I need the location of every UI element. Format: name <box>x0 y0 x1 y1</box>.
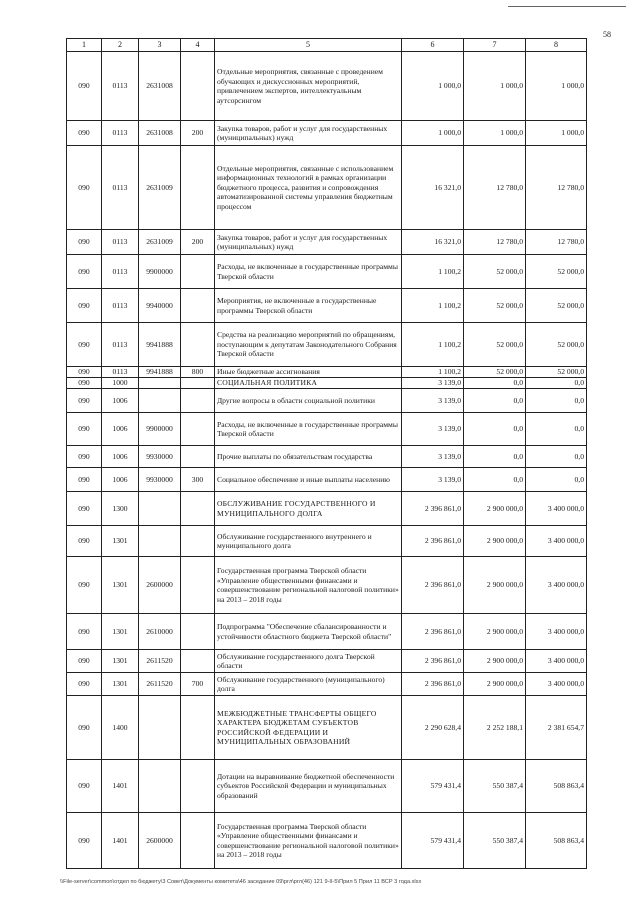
target-article-cell <box>139 378 181 389</box>
amount-year1-cell: 2 396 861,0 <box>402 526 464 557</box>
section-cell: 1300 <box>102 492 139 526</box>
amount-year3-cell: 0,0 <box>526 446 587 468</box>
code-cell: 090 <box>67 367 102 378</box>
amount-year1-cell: 2 396 861,0 <box>402 492 464 526</box>
code-cell: 090 <box>67 230 102 255</box>
amount-year1-cell: 1 000,0 <box>402 52 464 121</box>
amount-year1-cell: 1 100,2 <box>402 289 464 323</box>
code-cell: 090 <box>67 557 102 614</box>
table-row <box>67 492 587 526</box>
section-cell: 0113 <box>102 121 139 146</box>
code-cell: 090 <box>67 696 102 760</box>
amount-year2-cell: 0,0 <box>464 446 526 468</box>
section-cell: 1301 <box>102 650 139 673</box>
header-cell: 4 <box>181 39 215 52</box>
header-cell: 6 <box>402 39 464 52</box>
section-cell: 0113 <box>102 289 139 323</box>
expense-type-cell <box>181 446 215 468</box>
section-cell: 1401 <box>102 760 139 813</box>
target-article-cell <box>139 526 181 557</box>
header-cell: 7 <box>464 39 526 52</box>
description-cell: Государственная программа Тверской области «Управление общественными финансами и совершенствование региональной налоговой политики» на 2013 – 2018 годы <box>215 813 402 869</box>
expense-type-cell: 300 <box>181 468 215 492</box>
amount-year3-cell: 3 400 000,0 <box>526 673 587 696</box>
code-cell: 090 <box>67 323 102 367</box>
table-row <box>67 446 587 468</box>
amount-year1-cell: 2 396 861,0 <box>402 614 464 650</box>
amount-year1-cell: 1 100,2 <box>402 255 464 289</box>
amount-year1-cell: 16 321,0 <box>402 146 464 230</box>
amount-year3-cell: 0,0 <box>526 413 587 446</box>
target-article-cell: 2631009 <box>139 230 181 255</box>
amount-year3-cell: 0,0 <box>526 468 587 492</box>
amount-year2-cell: 2 900 000,0 <box>464 673 526 696</box>
target-article-cell: 2600000 <box>139 557 181 614</box>
target-article-cell: 2631009 <box>139 146 181 230</box>
amount-year2-cell: 1 000,0 <box>464 52 526 121</box>
target-article-cell: 9941888 <box>139 323 181 367</box>
header-cell: 8 <box>526 39 587 52</box>
description-cell: Обслуживание государственного долга Тверской области <box>215 650 402 673</box>
description-cell: Обслуживание государственного (муниципального) долга <box>215 673 402 696</box>
amount-year1-cell: 3 139,0 <box>402 468 464 492</box>
amount-year2-cell: 52 000,0 <box>464 323 526 367</box>
amount-year2-cell: 1 000,0 <box>464 121 526 146</box>
section-cell: 1000 <box>102 378 139 389</box>
amount-year2-cell: 2 252 188,1 <box>464 696 526 760</box>
amount-year3-cell: 3 400 000,0 <box>526 557 587 614</box>
amount-year1-cell: 2 290 628,4 <box>402 696 464 760</box>
code-cell: 090 <box>67 52 102 121</box>
description-cell: Дотации на выравнивание бюджетной обеспеченности субъектов Российской Федерации и муниципальных образований <box>215 760 402 813</box>
amount-year3-cell: 12 780,0 <box>526 230 587 255</box>
amount-year2-cell: 2 900 000,0 <box>464 526 526 557</box>
section-cell: 0113 <box>102 230 139 255</box>
amount-year1-cell: 2 396 861,0 <box>402 650 464 673</box>
amount-year3-cell: 3 400 000,0 <box>526 650 587 673</box>
expense-type-cell <box>181 389 215 413</box>
amount-year1-cell: 3 139,0 <box>402 378 464 389</box>
target-article-cell: 9900000 <box>139 255 181 289</box>
table-row <box>67 121 587 146</box>
description-cell: Мероприятия, не включенные в государственные программы Тверской области <box>215 289 402 323</box>
amount-year1-cell: 579 431,4 <box>402 760 464 813</box>
section-cell: 1301 <box>102 557 139 614</box>
amount-year3-cell: 12 780,0 <box>526 146 587 230</box>
table-row <box>67 526 587 557</box>
description-cell: Закупка товаров, работ и услуг для государственных (муниципальных) нужд <box>215 230 402 255</box>
code-cell: 090 <box>67 468 102 492</box>
table-row <box>67 52 587 121</box>
amount-year3-cell: 508 863,4 <box>526 813 587 869</box>
expense-type-cell <box>181 255 215 289</box>
amount-year3-cell: 3 400 000,0 <box>526 614 587 650</box>
table-row <box>67 413 587 446</box>
amount-year2-cell: 52 000,0 <box>464 289 526 323</box>
code-cell: 090 <box>67 413 102 446</box>
section-cell: 0113 <box>102 146 139 230</box>
expense-type-cell <box>181 760 215 813</box>
section-cell: 1401 <box>102 813 139 869</box>
code-cell: 090 <box>67 289 102 323</box>
amount-year2-cell: 0,0 <box>464 413 526 446</box>
code-cell: 090 <box>67 760 102 813</box>
description-cell: Обслуживание государственного внутреннего и муниципального долга <box>215 526 402 557</box>
description-cell: Иные бюджетные ассигнования <box>215 367 402 378</box>
target-article-cell: 9930000 <box>139 468 181 492</box>
amount-year2-cell: 12 780,0 <box>464 146 526 230</box>
section-cell: 1301 <box>102 673 139 696</box>
code-cell: 090 <box>67 121 102 146</box>
amount-year3-cell: 0,0 <box>526 378 587 389</box>
code-cell: 090 <box>67 378 102 389</box>
table-row <box>67 468 587 492</box>
expense-type-cell <box>181 813 215 869</box>
target-article-cell: 2611520 <box>139 673 181 696</box>
target-article-cell: 2610000 <box>139 614 181 650</box>
table-body <box>67 39 587 869</box>
section-cell: 1400 <box>102 696 139 760</box>
expense-type-cell <box>181 323 215 367</box>
amount-year3-cell: 52 000,0 <box>526 323 587 367</box>
section-cell: 1301 <box>102 614 139 650</box>
description-cell: Социальное обеспечение и иные выплаты населению <box>215 468 402 492</box>
page-number: 58 <box>603 30 611 39</box>
expense-type-cell <box>181 557 215 614</box>
section-cell: 0113 <box>102 52 139 121</box>
expense-type-cell <box>181 289 215 323</box>
amount-year1-cell: 16 321,0 <box>402 230 464 255</box>
amount-year3-cell: 0,0 <box>526 389 587 413</box>
expense-type-cell <box>181 413 215 446</box>
code-cell: 090 <box>67 446 102 468</box>
amount-year2-cell: 550 387,4 <box>464 813 526 869</box>
target-article-cell: 9930000 <box>139 446 181 468</box>
description-cell: Закупка товаров, работ и услуг для государственных (муниципальных) нужд <box>215 121 402 146</box>
table-row <box>67 146 587 230</box>
table-row <box>67 323 587 367</box>
table-row <box>67 673 587 696</box>
target-article-cell <box>139 389 181 413</box>
code-cell: 090 <box>67 813 102 869</box>
description-cell: Средства на реализацию мероприятий по обращениям, поступающим к депутатам Законодательного Собрания Тверской области <box>215 323 402 367</box>
amount-year1-cell: 579 431,4 <box>402 813 464 869</box>
amount-year3-cell: 3 400 000,0 <box>526 492 587 526</box>
file-path-footer: \\File-server\common\отдел по бюджету\3 Совет\Документы комитета\46 заседание 09\ргл\ргл(46) 121 9-II-5\Прил 5 Прил 11 ВСР 3 года.xlsx <box>60 879 422 885</box>
code-cell: 090 <box>67 389 102 413</box>
description-cell: Расходы, не включенные в государственные программы Тверской области <box>215 413 402 446</box>
budget-table <box>66 38 587 869</box>
amount-year3-cell: 52 000,0 <box>526 367 587 378</box>
target-article-cell: 9940000 <box>139 289 181 323</box>
target-article-cell: 2611520 <box>139 650 181 673</box>
expense-type-cell <box>181 650 215 673</box>
section-cell: 1006 <box>102 389 139 413</box>
expense-type-cell <box>181 526 215 557</box>
description-cell: Прочие выплаты по обязательствам государства <box>215 446 402 468</box>
description-cell: Расходы, не включенные в государственные программы Тверской области <box>215 255 402 289</box>
table-row <box>67 389 587 413</box>
amount-year1-cell: 3 139,0 <box>402 446 464 468</box>
amount-year2-cell: 0,0 <box>464 468 526 492</box>
table-row <box>67 614 587 650</box>
target-article-cell: 9900000 <box>139 413 181 446</box>
amount-year1-cell: 1 000,0 <box>402 121 464 146</box>
description-cell: СОЦИАЛЬНАЯ ПОЛИТИКА <box>215 378 402 389</box>
description-cell: ОБСЛУЖИВАНИЕ ГОСУДАРСТВЕННОГО И МУНИЦИПАЛЬНОГО ДОЛГА <box>215 492 402 526</box>
code-cell: 090 <box>67 526 102 557</box>
section-cell: 1006 <box>102 446 139 468</box>
amount-year1-cell: 2 396 861,0 <box>402 557 464 614</box>
amount-year1-cell: 1 100,2 <box>402 367 464 378</box>
table-row <box>67 367 587 378</box>
amount-year2-cell: 2 900 000,0 <box>464 650 526 673</box>
amount-year1-cell: 3 139,0 <box>402 389 464 413</box>
expense-type-cell <box>181 614 215 650</box>
amount-year2-cell: 2 900 000,0 <box>464 557 526 614</box>
header-cell: 3 <box>139 39 181 52</box>
amount-year3-cell: 1 000,0 <box>526 52 587 121</box>
amount-year2-cell: 2 900 000,0 <box>464 614 526 650</box>
expense-type-cell: 800 <box>181 367 215 378</box>
section-cell: 1006 <box>102 468 139 492</box>
table-header-row <box>67 39 587 52</box>
amount-year3-cell: 3 400 000,0 <box>526 526 587 557</box>
amount-year1-cell: 1 100,2 <box>402 323 464 367</box>
header-cell: 5 <box>215 39 402 52</box>
amount-year2-cell: 2 900 000,0 <box>464 492 526 526</box>
code-cell: 090 <box>67 146 102 230</box>
amount-year3-cell: 1 000,0 <box>526 121 587 146</box>
target-article-cell: 9941888 <box>139 367 181 378</box>
expense-type-cell: 700 <box>181 673 215 696</box>
amount-year2-cell: 12 780,0 <box>464 230 526 255</box>
amount-year3-cell: 52 000,0 <box>526 289 587 323</box>
expense-type-cell: 200 <box>181 230 215 255</box>
amount-year3-cell: 52 000,0 <box>526 255 587 289</box>
amount-year3-cell: 2 381 654,7 <box>526 696 587 760</box>
code-cell: 090 <box>67 673 102 696</box>
table-row <box>67 696 587 760</box>
table-row <box>67 230 587 255</box>
description-cell: МЕЖБЮДЖЕТНЫЕ ТРАНСФЕРТЫ ОБЩЕГО ХАРАКТЕРА БЮДЖЕТАМ СУБЪЕКТОВ РОССИЙСКОЙ ФЕДЕРАЦИИ И МУНИЦИПАЛЬНЫХ ОБРАЗОВАНИЙ <box>215 696 402 760</box>
amount-year1-cell: 3 139,0 <box>402 413 464 446</box>
target-article-cell <box>139 760 181 813</box>
target-article-cell: 2631008 <box>139 52 181 121</box>
table-row <box>67 289 587 323</box>
code-cell: 090 <box>67 255 102 289</box>
header-cell: 1 <box>67 39 102 52</box>
code-cell: 090 <box>67 614 102 650</box>
table-row <box>67 557 587 614</box>
table-row <box>67 760 587 813</box>
section-cell: 1006 <box>102 413 139 446</box>
header-cell: 2 <box>102 39 139 52</box>
code-cell: 090 <box>67 492 102 526</box>
target-article-cell: 2631008 <box>139 121 181 146</box>
table-row <box>67 650 587 673</box>
section-cell: 1301 <box>102 526 139 557</box>
description-cell: Подпрограмма "Обеспечение сбалансированности и устойчивости областного бюджета Тверской области" <box>215 614 402 650</box>
expense-type-cell <box>181 146 215 230</box>
top-rule <box>508 6 626 7</box>
code-cell: 090 <box>67 650 102 673</box>
description-cell: Государственная программа Тверской области «Управление общественными финансами и совершенствование региональной налоговой политики» на 2013 – 2018 годы <box>215 557 402 614</box>
amount-year2-cell: 52 000,0 <box>464 367 526 378</box>
description-cell: Отдельные мероприятия, связанные с использованием информационных технологий в рамках организации бюджетного процесса, развития и сопровождения автоматизированной системы управления бюджетным процессом <box>215 146 402 230</box>
amount-year2-cell: 52 000,0 <box>464 255 526 289</box>
table-row <box>67 255 587 289</box>
section-cell: 0113 <box>102 323 139 367</box>
expense-type-cell <box>181 378 215 389</box>
amount-year3-cell: 508 863,4 <box>526 760 587 813</box>
amount-year2-cell: 550 387,4 <box>464 760 526 813</box>
target-article-cell: 2600000 <box>139 813 181 869</box>
target-article-cell <box>139 492 181 526</box>
expense-type-cell <box>181 696 215 760</box>
section-cell: 0113 <box>102 255 139 289</box>
amount-year2-cell: 0,0 <box>464 389 526 413</box>
section-cell: 0113 <box>102 367 139 378</box>
amount-year1-cell: 2 396 861,0 <box>402 673 464 696</box>
amount-year2-cell: 0,0 <box>464 378 526 389</box>
description-cell: Отдельные мероприятия, связанные с проведением обучающих и дискуссионных мероприятий, привлечением экспертов, интеллектуальным аутсорсингом <box>215 52 402 121</box>
expense-type-cell <box>181 52 215 121</box>
table-row <box>67 813 587 869</box>
expense-type-cell <box>181 492 215 526</box>
target-article-cell <box>139 696 181 760</box>
expense-type-cell: 200 <box>181 121 215 146</box>
table-row <box>67 378 587 389</box>
description-cell: Другие вопросы в области социальной политики <box>215 389 402 413</box>
